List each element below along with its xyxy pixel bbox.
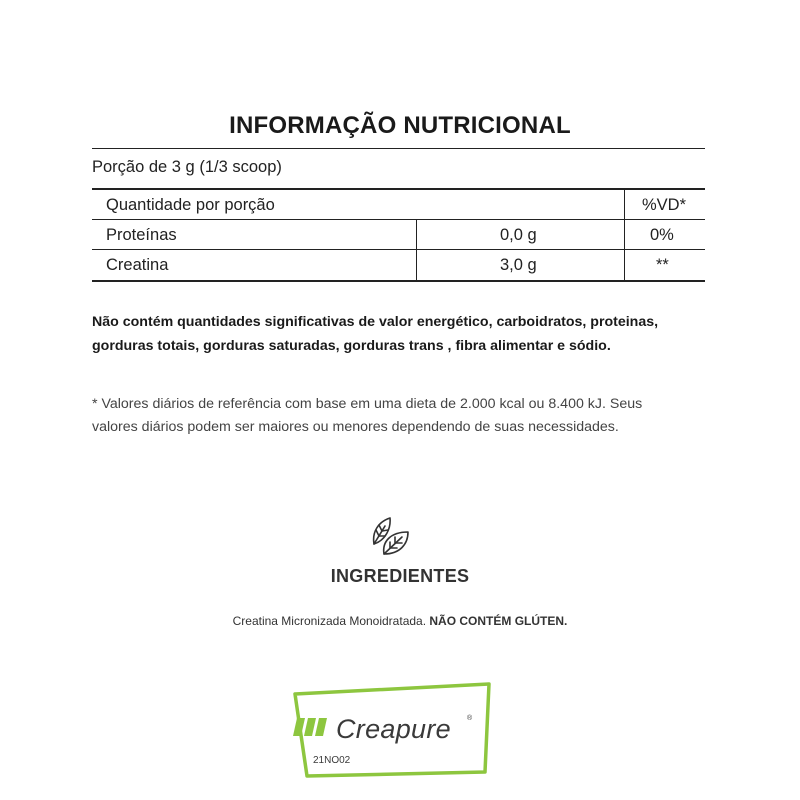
gluten-free-label: NÃO CONTÉM GLÚTEN. <box>429 614 568 628</box>
batch-code: 21NO02 <box>313 755 351 766</box>
row-divider <box>92 249 705 250</box>
daily-values-footnote: * Valores diários de referência com base em uma dieta de 2.000 kcal ou 8.400 kJ. Seus valores diários podem ser maiores ou menores dependendo de suas necessidades. <box>92 396 643 435</box>
brand-name: Creapure <box>336 714 451 744</box>
ingredients-list: Creatina Micronizada Monoidratada. <box>232 614 427 628</box>
nutrition-title: INFORMAÇÃO NUTRICIONAL <box>229 112 571 139</box>
column-divider-vd <box>624 190 625 280</box>
row-vd: 0% <box>650 226 674 244</box>
row-name: Creatina <box>106 256 169 274</box>
column-divider-amount <box>416 220 417 280</box>
row-name: Proteínas <box>106 226 177 244</box>
header-label: Quantidade por porção <box>106 196 275 214</box>
title-divider <box>92 148 705 149</box>
registered-mark: ® <box>467 715 473 722</box>
table-top-rule <box>92 188 705 190</box>
not-significant-notice: Não contém quantidades significativas de valor energético, carboidratos, proteinas, gorduras totais, gorduras saturadas, gorduras trans , fibra alimentar e sódio. <box>92 314 659 354</box>
row-amount: 3,0 g <box>500 256 537 274</box>
row-divider <box>92 219 705 220</box>
table-bottom-rule <box>92 280 705 282</box>
row-vd: ** <box>656 256 669 274</box>
ingredients-text <box>0 614 800 628</box>
row-amount: 0,0 g <box>500 226 537 244</box>
portion-text: Porção de 3 g (1/3 scoop) <box>92 158 282 176</box>
header-vd: %VD* <box>642 196 687 214</box>
ingredients-title: INGREDIENTES <box>330 566 470 586</box>
leaf-icon <box>368 514 412 558</box>
